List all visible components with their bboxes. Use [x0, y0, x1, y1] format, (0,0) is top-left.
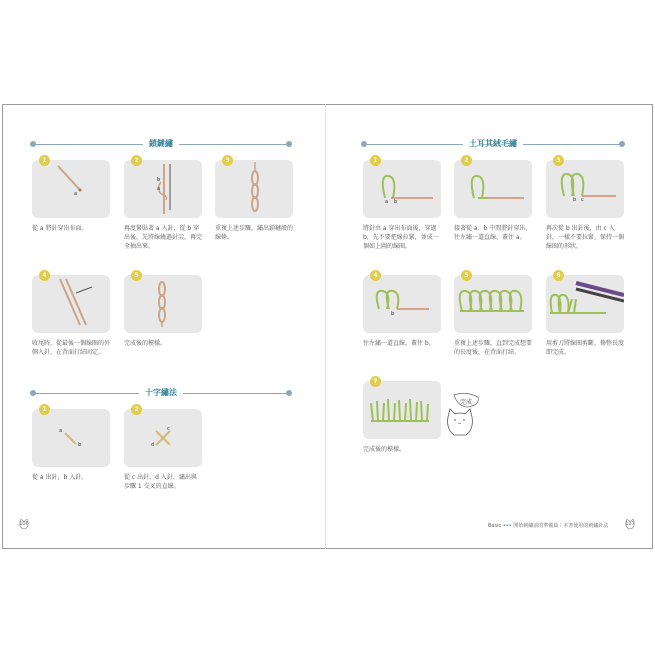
step-photo — [32, 409, 110, 467]
step-caption: 收尾時，從最後一個線圈的外側入針，在背面打結固定。 — [32, 340, 111, 356]
step-card — [363, 378, 443, 454]
step-photo — [363, 381, 441, 439]
point-label-b: b — [157, 177, 161, 183]
step-caption: 從 a 出針，b 入針。 — [32, 474, 88, 481]
step-number-badge: 1 — [39, 155, 50, 166]
section-header-turkey-stitch — [363, 137, 623, 151]
step-card — [124, 272, 204, 348]
step-caption: 接著從 a．b 中間將針穿出，往左繡一道直線，蓋住 a。 — [454, 225, 532, 241]
step-caption: 完成後的模樣。 — [124, 340, 167, 347]
step-photo — [215, 160, 293, 218]
step-number-badge: 1 — [370, 155, 381, 166]
running-footer: Basic ••• 開始刺繡前的準備篇｜本書使用的刺繡針法 — [488, 523, 609, 529]
page-number-text: 106 — [19, 521, 29, 527]
point-label-a: a — [74, 191, 78, 197]
step-number-badge: 6 — [553, 270, 564, 281]
step-number-badge: 2 — [131, 404, 142, 415]
step-card — [215, 157, 295, 242]
step-caption: 往左繡一道直線，蓋住 b。 — [363, 340, 435, 347]
cat-doodle — [440, 393, 490, 443]
page-number-text: 107 — [625, 521, 635, 527]
step-photo — [32, 275, 110, 333]
step-card — [546, 272, 626, 357]
step-card — [363, 157, 443, 251]
step-number-badge: 5 — [131, 270, 142, 281]
step-card — [124, 157, 204, 251]
step-number-badge: 7 — [370, 376, 381, 387]
section-title: 土耳其絨毛繡 — [463, 137, 523, 151]
footer-chapter-title: 開始刺繡前的準備篇｜本書使用的刺繡針法 — [513, 523, 609, 529]
step-card — [454, 157, 534, 242]
step-photo — [363, 275, 441, 333]
step-card — [124, 406, 204, 491]
step-photo — [454, 275, 532, 333]
step-caption: 從 c 出針，d 入針，繡出與步驟 1 交叉的直線。 — [124, 474, 197, 490]
point-label-a: a — [385, 199, 389, 205]
step-photo — [124, 409, 202, 467]
step-card — [363, 272, 443, 348]
section-header-cross-stitch — [32, 386, 290, 400]
section-header-chain-stitch — [32, 137, 290, 151]
step-card — [546, 157, 626, 251]
step-caption: 從 a 將針穿出布面。 — [32, 225, 88, 232]
step-number-badge: 2 — [131, 155, 142, 166]
point-label-a: a — [157, 186, 161, 192]
step-photo — [546, 275, 624, 333]
section-title: 鎖鏈繡 — [143, 137, 179, 151]
step-caption: 再次從 b 出針後，由 c 入針，一樣不要拉緊，保持一個線圈的形狀。 — [546, 225, 625, 250]
page-gutter — [325, 104, 326, 549]
point-label-c: c — [581, 197, 584, 203]
point-label-b: b — [391, 311, 395, 317]
section-title: 十字繡法 — [139, 386, 183, 400]
step-number-badge: 2 — [461, 155, 472, 166]
point-label-b: b — [78, 442, 82, 448]
step-caption: 用剪刀將線圈剪斷，修整長度即完成。 — [546, 340, 625, 356]
cat-speech-bubble: 完成 — [459, 399, 472, 406]
step-number-badge: 3 — [553, 155, 564, 166]
step-photo — [124, 275, 202, 333]
step-caption: 再度緊貼著 a 入針，從 b 穿出後，先將線繞過針尖，再完全抽出來。 — [124, 225, 203, 250]
step-card — [454, 272, 534, 357]
page-number-left — [17, 518, 31, 530]
step-card — [32, 272, 112, 357]
step-number-badge: 3 — [222, 155, 233, 166]
point-label-b: b — [394, 199, 398, 205]
point-label-a: a — [59, 428, 63, 434]
step-caption: 將針由 a 穿出布面後，穿過 b，先不要把線拉緊，並成一個如上圖的線圈。 — [363, 225, 439, 250]
step-photo — [124, 160, 202, 218]
step-card — [32, 157, 112, 233]
step-photo — [363, 160, 441, 218]
step-number-badge: 5 — [461, 270, 472, 281]
step-number-badge: 4 — [370, 270, 381, 281]
step-photo — [32, 160, 110, 218]
page-number-right — [623, 518, 637, 530]
step-photo — [454, 160, 532, 218]
step-caption: 重複上述步驟，直到完成想要的長度後，在背面打結。 — [454, 340, 533, 356]
point-label-c: c — [167, 426, 170, 432]
step-number-badge: 1 — [39, 404, 50, 415]
point-label-d: d — [151, 442, 155, 448]
point-label-b: b — [573, 197, 577, 203]
step-number-badge: 4 — [39, 270, 50, 281]
step-caption: 完成後的模樣。 — [363, 446, 406, 453]
step-photo — [546, 160, 624, 218]
step-card — [32, 406, 112, 482]
step-caption: 重複上述步驟，繡出鎖鏈般的線條。 — [215, 225, 294, 241]
footer-chapter-prefix: Basic — [488, 523, 502, 529]
